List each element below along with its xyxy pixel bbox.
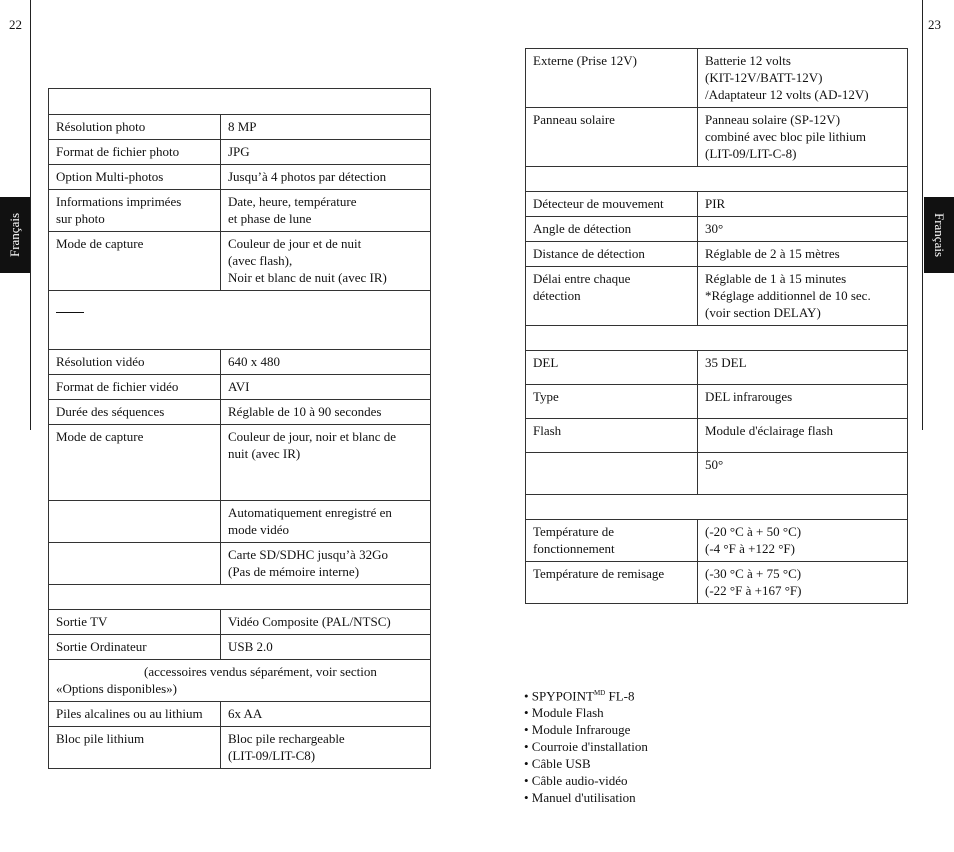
row-label: Distance de détection [526, 242, 698, 267]
row-value: AVI [221, 375, 431, 400]
table-row [526, 453, 908, 495]
list-item: • Câble audio-vidéo [524, 773, 628, 789]
row-label: Mode de capture [49, 232, 221, 291]
table-row [49, 610, 431, 635]
row-label: Type [526, 385, 698, 419]
row-label: Format de fichier photo [49, 140, 221, 165]
row-label: Durée des séquences [49, 400, 221, 425]
row-label: Détecteur de mouvement [526, 192, 698, 217]
table-row [526, 419, 908, 453]
table-row [49, 543, 431, 585]
spec-table-right [525, 48, 908, 604]
language-tab-label: Français [932, 212, 948, 258]
section-header-photo [49, 89, 431, 115]
row-value: Réglable de 10 à 90 secondes [221, 400, 431, 425]
package-contents-list [524, 685, 648, 806]
table-row [526, 108, 908, 167]
row-label: Informations imprimées sur photo [49, 190, 221, 232]
table-row [49, 375, 431, 400]
language-tab-right [924, 197, 954, 273]
list-item: • Module Infrarouge [524, 722, 631, 738]
row-value: Bloc pile rechargeable (LIT-09/LIT-C8) [221, 727, 431, 769]
row-value: Automatiquement enregistré en mode vidéo [221, 501, 431, 543]
section-header-video [49, 291, 431, 350]
table-row [49, 232, 431, 291]
item-text: • SPYPOINT [524, 688, 594, 704]
language-tab-label: Français [7, 212, 23, 258]
table-row [526, 267, 908, 326]
row-value: Réglable de 1 à 15 minutes *Réglage additionnel de 10 sec. (voir section DELAY) [698, 267, 908, 326]
row-value: 640 x 480 [221, 350, 431, 375]
table-row [49, 115, 431, 140]
list-item: • Courroie d'installation [524, 739, 648, 755]
list-item [524, 685, 648, 704]
item-text: FL-8 [605, 688, 635, 704]
table-row [526, 192, 908, 217]
row-value: (-30 °C à + 75 °C) (-22 °F à +167 °F) [698, 562, 908, 604]
row-value: Module d'éclairage flash [698, 419, 908, 453]
row-label: Bloc pile lithium [49, 727, 221, 769]
row-value: 6x AA [221, 702, 431, 727]
row-value: Couleur de jour, noir et blanc de nuit (avec IR) [221, 425, 431, 501]
row-value: Couleur de jour et de nuit (avec flash), Noir et blanc de nuit (avec IR) [221, 232, 431, 291]
row-label: Externe (Prise 12V) [526, 49, 698, 108]
row-label: Mode de capture [49, 425, 221, 501]
table-row [49, 190, 431, 232]
row-value: 35 DEL [698, 351, 908, 385]
table-row [526, 562, 908, 604]
table-row [526, 385, 908, 419]
table-row [526, 520, 908, 562]
table-row [49, 727, 431, 769]
row-value: Vidéo Composite (PAL/NTSC) [221, 610, 431, 635]
row-value: PIR [698, 192, 908, 217]
table-row [49, 165, 431, 190]
trademark-superscript: MD [593, 689, 606, 697]
list-item: • Manuel d'utilisation [524, 790, 636, 806]
header-rule [56, 312, 84, 313]
row-label: Résolution photo [49, 115, 221, 140]
row-value: Panneau solaire (SP-12V) combiné avec bloc pile lithium (LIT-09/LIT-C-8) [698, 108, 908, 167]
row-label: Piles alcalines ou au lithium [49, 702, 221, 727]
row-value: Réglable de 2 à 15 mètres [698, 242, 908, 267]
table-row [49, 400, 431, 425]
row-value: 30° [698, 217, 908, 242]
row-value: Jusqu’à 4 photos par détection [221, 165, 431, 190]
row-value: Date, heure, température et phase de lune [221, 190, 431, 232]
table-row [526, 217, 908, 242]
row-label: Résolution vidéo [49, 350, 221, 375]
table-row [49, 140, 431, 165]
row-label: Panneau solaire [526, 108, 698, 167]
table-row [526, 49, 908, 108]
row-label: Flash [526, 419, 698, 453]
row-label [49, 501, 221, 543]
table-row [49, 350, 431, 375]
spec-table-left [48, 88, 431, 769]
list-item: • Module Flash [524, 705, 604, 721]
row-label: Température de fonctionnement [526, 520, 698, 562]
row-value: 8 MP [221, 115, 431, 140]
row-value: (-20 °C à + 50 °C) (-4 °F à +122 °F) [698, 520, 908, 562]
row-label: Sortie TV [49, 610, 221, 635]
section-header-power [49, 660, 431, 702]
table-row [49, 501, 431, 543]
row-value: DEL infrarouges [698, 385, 908, 419]
row-value: JPG [221, 140, 431, 165]
row-label [49, 543, 221, 585]
language-tab-left [0, 197, 30, 273]
table-row [526, 351, 908, 385]
section-header-detection [526, 167, 908, 192]
row-value: USB 2.0 [221, 635, 431, 660]
power-note: (accessoires vendus séparément, voir section «Options disponibles») [49, 660, 431, 702]
row-label: Délai entre chaque détection [526, 267, 698, 326]
row-label [526, 453, 698, 495]
section-header-outputs [49, 585, 431, 610]
margin-rule-left [30, 0, 31, 430]
row-label: Température de remisage [526, 562, 698, 604]
row-label: DEL [526, 351, 698, 385]
table-row [49, 635, 431, 660]
section-header-lighting [526, 326, 908, 351]
row-value: 50° [698, 453, 908, 495]
row-label: Format de fichier vidéo [49, 375, 221, 400]
section-header-temperature [526, 495, 908, 520]
row-label: Angle de détection [526, 217, 698, 242]
row-value: Batterie 12 volts (KIT-12V/BATT-12V) /Adaptateur 12 volts (AD-12V) [698, 49, 908, 108]
row-label: Sortie Ordinateur [49, 635, 221, 660]
row-label: Option Multi-photos [49, 165, 221, 190]
margin-rule-right [922, 0, 923, 430]
table-row [49, 702, 431, 727]
page-number-left: 22 [9, 17, 22, 32]
list-item: • Câble USB [524, 756, 591, 772]
page-number-right: 23 [928, 17, 941, 32]
table-row [49, 425, 431, 501]
table-row [526, 242, 908, 267]
row-value: Carte SD/SDHC jusqu’à 32Go (Pas de mémoire interne) [221, 543, 431, 585]
